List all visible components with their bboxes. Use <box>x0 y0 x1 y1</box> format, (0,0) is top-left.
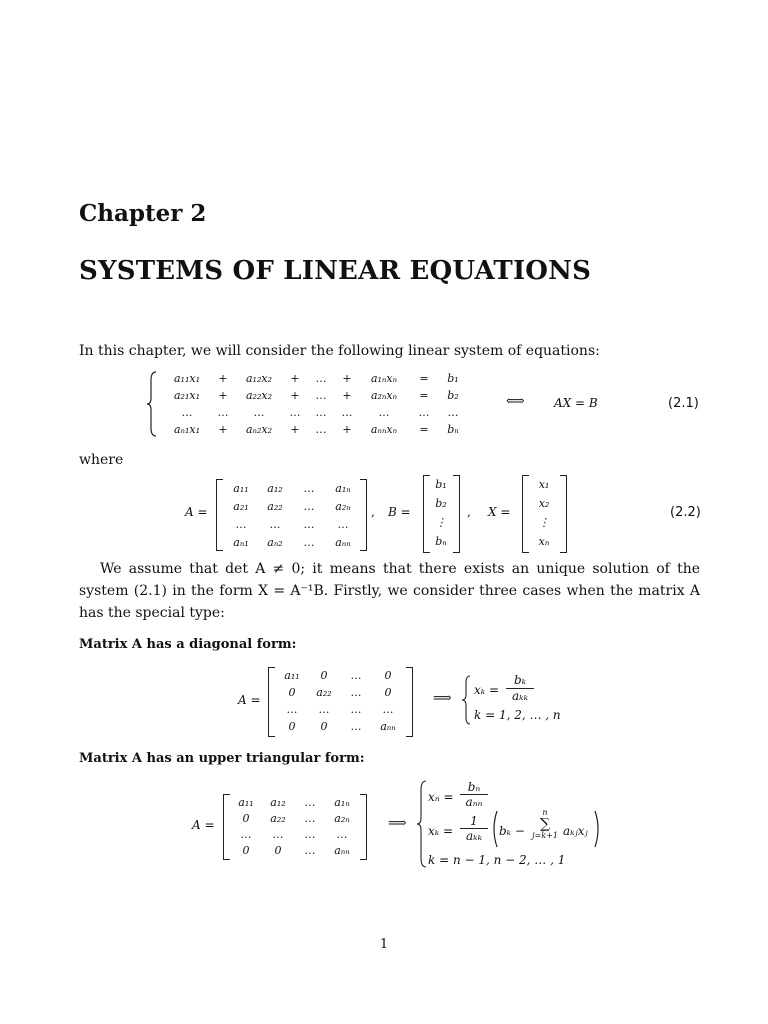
comma: , <box>467 505 471 519</box>
equivalence-arrow: ⟺ <box>506 394 525 409</box>
matrix-entry: x₂ <box>538 497 550 510</box>
upper-index-range: k = n − 1, n − 2, … , 1 <box>428 853 566 867</box>
matrix-entry: 0 <box>320 669 328 682</box>
matrix-entry: aₙ₁ <box>233 535 249 549</box>
comma: , <box>371 505 375 519</box>
fraction-denominator: aₙₙ <box>465 795 483 809</box>
left-brace-icon <box>416 780 427 868</box>
system-term: + <box>218 423 228 436</box>
page-number: 1 <box>379 937 389 952</box>
matrix-entry: … <box>240 827 252 841</box>
left-paren-icon <box>490 810 498 848</box>
equation-number-2-1: (2.1) <box>668 396 699 411</box>
matrix-entry: … <box>350 686 362 699</box>
fraction <box>506 673 534 704</box>
matrix-entry: … <box>304 795 316 809</box>
matrix-entry: aₙₙ <box>334 843 350 857</box>
system-term: … <box>315 423 327 436</box>
intro-paragraph: In this chapter, we will consider the following linear system of equations: <box>79 343 600 359</box>
sum-upper-limit: n <box>542 808 548 817</box>
fraction-numerator: bₙ <box>460 780 488 795</box>
system-term: … <box>217 406 229 419</box>
left-brace-icon <box>146 370 158 438</box>
system-term: = <box>419 423 429 436</box>
system-term: + <box>290 423 300 436</box>
assumption-paragraph: We assume that det A ≠ 0; it means that there exists an unique solution of the system (2.1) in the form X = A⁻¹B. Firstly, we consider three cases when the matrix A has the special type: <box>79 561 700 621</box>
system-term: = <box>419 389 429 402</box>
matrix-entry: ⋮ <box>435 516 447 529</box>
matrix-entry: x₁ <box>538 478 550 491</box>
fraction-numerator: 1 <box>460 814 488 829</box>
implies-arrow: ⟹ <box>388 816 407 831</box>
upper-solution-xn-lhs: xₙ = <box>428 790 454 804</box>
diagonal-matrix-block <box>236 665 596 741</box>
system-term: aₙ₁x₁ <box>173 423 201 436</box>
system-term: … <box>315 406 327 419</box>
right-bracket-icon <box>360 794 367 860</box>
matrix-entry: 0 <box>288 720 296 733</box>
sum-term: aₖⱼxⱼ <box>563 824 588 838</box>
sum-lower-limit: j=k+1 <box>532 831 558 840</box>
matrix-entry: … <box>337 517 349 531</box>
right-paren-icon <box>594 810 602 848</box>
matrix-x-label: X = <box>488 505 511 519</box>
system-term: + <box>218 372 228 385</box>
system-term: … <box>341 406 353 419</box>
system-term: + <box>342 423 352 436</box>
diagonal-index-range: k = 1, 2, … , n <box>474 708 561 722</box>
system-term: aₙₙxₙ <box>370 423 398 436</box>
system-term: … <box>315 372 327 385</box>
system-term: aₙ₂x₂ <box>245 423 273 436</box>
matrix-entry: … <box>272 827 284 841</box>
system-term: a₂ₙxₙ <box>370 389 398 402</box>
matrix-entry: b₁ <box>435 478 447 491</box>
implies-arrow: ⟹ <box>433 691 452 706</box>
system-rows <box>162 370 492 438</box>
matrix-entry: … <box>304 811 316 825</box>
sum-symbol: ∑ <box>540 816 550 832</box>
matrix-entry: a₂₂ <box>270 811 286 825</box>
matrix-b <box>429 475 453 551</box>
matrix-entry: 0 <box>320 720 328 733</box>
matrix-entry: a₁ₙ <box>334 795 350 809</box>
matrix-entry: … <box>303 517 315 531</box>
right-bracket-icon <box>406 667 413 737</box>
matrix-entry: b₂ <box>435 497 447 510</box>
matrix-entry: 0 <box>384 686 392 699</box>
matrix-entry: a₁₂ <box>270 795 286 809</box>
right-bracket-icon <box>360 479 367 551</box>
diagonal-solution-lhs: xₖ = <box>474 683 500 697</box>
system-term: … <box>447 406 459 419</box>
matrix-entry: a₂₁ <box>233 499 249 513</box>
chapter-label: Chapter 2 <box>79 200 207 227</box>
left-brace-icon <box>461 675 471 725</box>
system-term: … <box>315 389 327 402</box>
matrix-entry: … <box>318 703 330 716</box>
diagonal-matrix <box>276 667 406 735</box>
system-term: + <box>218 389 228 402</box>
equation-system-2-1 <box>146 370 706 440</box>
system-term: … <box>378 406 390 419</box>
matrix-entry: … <box>303 481 315 495</box>
matrix-entry: … <box>235 517 247 531</box>
upper-solution-xk-lhs: xₖ = <box>428 824 454 838</box>
chapter-title: SYSTEMS OF LINEAR EQUATIONS <box>79 256 592 286</box>
matrix-entry: 0 <box>288 686 296 699</box>
matrix-entry: a₁₁ <box>233 481 249 495</box>
right-bracket-icon <box>453 475 460 553</box>
system-term: = <box>419 372 429 385</box>
equation-number-2-2: (2.2) <box>670 505 701 520</box>
upper-b-term: bₖ − <box>499 824 525 838</box>
matrix-entry: … <box>382 703 394 716</box>
fraction <box>460 780 488 809</box>
matrix-entry: 0 <box>242 843 250 857</box>
matrix-entry: 0 <box>242 811 250 825</box>
matrix-entry: a₁₂ <box>267 481 283 495</box>
matrix-entry: a₁₁ <box>238 795 254 809</box>
system-term: a₁₂x₂ <box>246 372 272 385</box>
matrix-entry: a₂₂ <box>316 686 332 699</box>
diagonal-heading: Matrix A has a diagonal form: <box>79 637 297 652</box>
system-term: a₂₂x₂ <box>246 389 272 402</box>
summation <box>530 808 560 840</box>
left-bracket-icon <box>223 794 230 860</box>
matrix-entry: aₙₙ <box>335 535 351 549</box>
matrix-a-label: A = <box>185 505 208 519</box>
system-term: b₁ <box>447 372 459 385</box>
upper-triangular-heading: Matrix A has an upper triangular form: <box>79 751 365 766</box>
left-bracket-icon <box>268 667 275 737</box>
right-bracket-icon <box>560 475 567 553</box>
matrix-entry: … <box>304 843 316 857</box>
system-term: b₂ <box>447 389 459 402</box>
system-term: + <box>342 389 352 402</box>
matrix-entry: 0 <box>274 843 282 857</box>
system-term: + <box>290 372 300 385</box>
system-term: a₁₁x₁ <box>174 372 200 385</box>
matrix-entry: … <box>350 703 362 716</box>
upper-triangular-matrix <box>230 794 360 858</box>
matrix-entry: a₁ₙ <box>335 481 351 495</box>
system-term: … <box>418 406 430 419</box>
matrix-entry: … <box>336 827 348 841</box>
matrix-entry: a₂₂ <box>267 499 283 513</box>
matrix-entry: xₙ <box>538 535 550 548</box>
matrix-a-label: A = <box>192 818 215 832</box>
fraction-denominator: aₖₖ <box>512 689 528 703</box>
system-term: a₁ₙxₙ <box>370 372 398 385</box>
matrix-entry: a₂ₙ <box>334 811 350 825</box>
matrix-b-label: B = <box>388 505 411 519</box>
fraction-numerator: bₖ <box>506 673 534 689</box>
system-term: + <box>290 389 300 402</box>
matrix-x <box>528 475 560 551</box>
matrix-entry: a₁₁ <box>284 669 300 682</box>
system-term: … <box>181 406 193 419</box>
matrix-a <box>224 479 360 551</box>
matrix-entry: aₙₙ <box>380 720 396 733</box>
fraction-denominator: aₖₖ <box>466 829 482 843</box>
system-term: bₙ <box>447 423 459 436</box>
matrix-entry: … <box>303 535 315 549</box>
matrix-definitions-2-2 <box>180 475 710 553</box>
matrix-entry: ⋮ <box>538 516 550 529</box>
compact-equation: AX = B <box>554 396 598 410</box>
matrix-entry: … <box>350 669 362 682</box>
where-text: where <box>79 452 124 468</box>
system-term: … <box>253 406 265 419</box>
matrix-entry: a₂ₙ <box>335 499 351 513</box>
upper-triangular-block <box>190 778 630 870</box>
matrix-entry: bₙ <box>435 535 447 548</box>
left-bracket-icon <box>216 479 223 551</box>
fraction <box>460 814 488 843</box>
matrix-entry: … <box>303 499 315 513</box>
matrix-entry: … <box>286 703 298 716</box>
system-term: a₂₁x₁ <box>174 389 200 402</box>
matrix-a-label: A = <box>238 693 261 707</box>
matrix-entry: aₙ₂ <box>267 535 283 549</box>
system-term: … <box>289 406 301 419</box>
matrix-entry: … <box>304 827 316 841</box>
matrix-entry: 0 <box>384 669 392 682</box>
system-term: + <box>342 372 352 385</box>
matrix-entry: … <box>269 517 281 531</box>
matrix-entry: … <box>350 720 362 733</box>
